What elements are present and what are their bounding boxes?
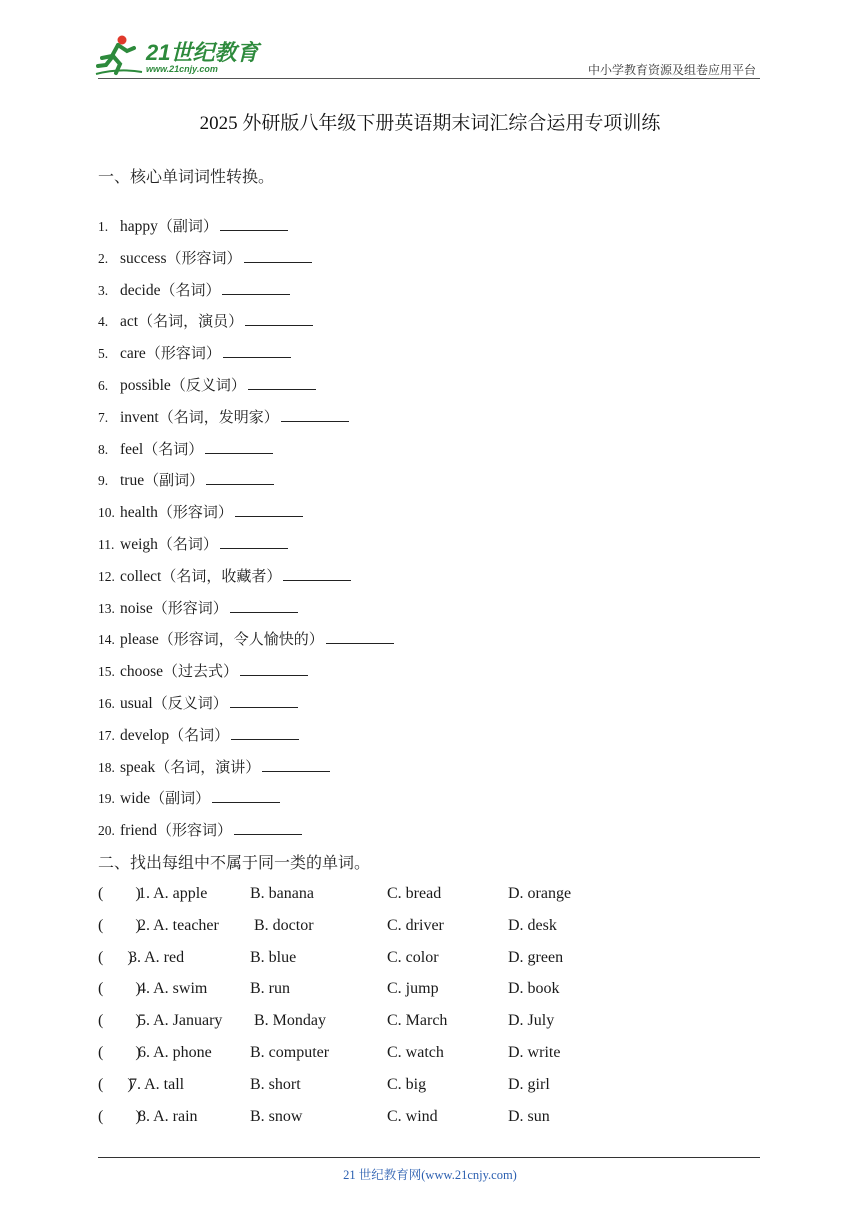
item-hint: （名词）: [143, 439, 204, 458]
option-b: B. blue: [250, 948, 297, 966]
item-word: friend: [120, 822, 158, 840]
option-d: D. book: [508, 980, 560, 998]
answer-blank[interactable]: [220, 216, 288, 231]
item-word: weigh: [120, 535, 158, 553]
item-hint: （形容词）: [157, 503, 233, 522]
item-number: 20.: [98, 823, 115, 839]
item-number: 3.: [98, 282, 109, 298]
item-word: happy: [120, 218, 158, 235]
logo-text: 21世纪教育: [146, 40, 259, 65]
item-word: develop: [120, 726, 170, 744]
item-number: 10.: [98, 505, 115, 521]
item-hint: （副词）: [157, 217, 218, 235]
answer-blank[interactable]: [230, 693, 298, 708]
answer-blank[interactable]: [245, 311, 313, 326]
item-hint: （副词）: [150, 789, 211, 808]
item-number: 19.: [98, 791, 115, 807]
list-item: [98, 403, 698, 435]
list-item: [98, 625, 698, 657]
item-hint: （反义词）: [152, 693, 228, 712]
item-number: 15.: [98, 664, 115, 680]
option-b: B. run: [250, 980, 290, 998]
list-item: [98, 689, 698, 721]
question-row: [98, 944, 738, 976]
item-word: wide: [120, 790, 151, 808]
answer-parentheses[interactable]: ( ): [98, 1075, 133, 1093]
item-number: 7.: [98, 409, 109, 425]
answer-blank[interactable]: [244, 248, 312, 263]
item-number: 11.: [98, 536, 115, 552]
item-word: noise: [120, 599, 153, 617]
item-word: success: [120, 249, 167, 267]
question-row: [98, 1071, 738, 1103]
list-item: [98, 244, 698, 276]
option-d: D. green: [508, 948, 564, 966]
item-hint: （形容词）: [166, 248, 242, 267]
list-item: [98, 466, 698, 498]
item-hint: （名词，发明家）: [158, 407, 279, 426]
section1-heading: 一、核心单词词性转换。: [98, 169, 275, 186]
answer-parentheses[interactable]: ( ): [98, 885, 141, 902]
option-c: C. color: [387, 948, 439, 966]
option-a: 8. A. rain: [138, 1107, 198, 1125]
option-d: D. write: [508, 1043, 561, 1061]
question-row: [98, 1039, 738, 1071]
question-row: [98, 1103, 738, 1135]
list-item: [98, 657, 698, 689]
option-a: 5. A. January: [138, 1012, 223, 1030]
item-number: 13.: [98, 600, 115, 616]
item-word: true: [120, 472, 145, 490]
list-item: [98, 276, 698, 308]
answer-parentheses[interactable]: ( ): [98, 916, 141, 934]
answer-blank[interactable]: [223, 343, 291, 358]
item-hint: （名词，演讲）: [155, 757, 261, 776]
option-b: B. snow: [250, 1107, 303, 1125]
question-row: [98, 975, 738, 1007]
option-a: 2. A. teacher: [138, 916, 219, 934]
item-hint: （形容词，令人愉快的）: [158, 630, 324, 649]
item-word: possible: [120, 376, 171, 394]
option-d: D. orange: [508, 885, 572, 902]
item-number: 6.: [98, 377, 109, 393]
word-conversion-list: [98, 212, 698, 848]
list-item: [98, 307, 698, 339]
item-hint: （形容词）: [157, 821, 233, 840]
list-item: [98, 594, 698, 626]
option-b: B. short: [250, 1075, 301, 1093]
option-c: C. big: [387, 1075, 427, 1093]
header-divider: [98, 78, 760, 79]
list-item: [98, 721, 698, 753]
item-hint: （副词）: [144, 471, 205, 490]
item-number: 2.: [98, 250, 109, 266]
item-number: 18.: [98, 759, 115, 775]
item-word: usual: [120, 694, 153, 712]
item-number: 1.: [98, 219, 109, 234]
site-logo[interactable]: [94, 34, 264, 78]
item-number: 16.: [98, 695, 115, 711]
option-a: 6. A. phone: [138, 1043, 212, 1061]
answer-parentheses[interactable]: ( ): [98, 1043, 141, 1061]
section2-heading: 二、找出每组中不属于同一类的单词。: [98, 855, 371, 872]
answer-blank[interactable]: [281, 407, 349, 422]
question-row: [98, 1007, 738, 1039]
running-figure-icon: [94, 34, 144, 76]
option-a: 1. A. apple: [138, 885, 208, 902]
option-a: 7. A. tall: [129, 1075, 185, 1093]
item-number: 5.: [98, 346, 109, 362]
question-row: [98, 880, 738, 912]
answer-blank[interactable]: [206, 470, 274, 485]
list-item: [98, 371, 698, 403]
list-item: [98, 784, 698, 816]
option-c: C. jump: [387, 980, 439, 998]
answer-blank[interactable]: [230, 598, 298, 613]
item-hint: （名词）: [169, 725, 230, 744]
option-c: C. watch: [387, 1043, 444, 1061]
answer-blank[interactable]: [212, 788, 280, 803]
item-word: care: [120, 345, 146, 363]
option-b: B. Monday: [250, 1012, 326, 1030]
option-d: D. desk: [508, 916, 557, 934]
item-number: 17.: [98, 727, 115, 743]
footer-divider: [98, 1157, 760, 1158]
item-hint: （名词）: [157, 534, 218, 553]
item-word: act: [120, 313, 139, 331]
item-word: feel: [120, 440, 144, 458]
option-b: B. banana: [250, 885, 314, 902]
option-c: C. March: [387, 1012, 448, 1030]
item-word: speak: [120, 758, 156, 776]
answer-blank[interactable]: [222, 280, 290, 295]
item-word: choose: [120, 663, 164, 681]
list-item: [98, 530, 698, 562]
item-word: health: [120, 504, 158, 522]
answer-blank[interactable]: [326, 629, 394, 644]
item-number: 14.: [98, 632, 115, 648]
answer-blank[interactable]: [283, 566, 351, 581]
answer-parentheses[interactable]: ( ): [98, 1012, 141, 1030]
item-hint: （反义词）: [170, 375, 246, 394]
answer-blank[interactable]: [231, 725, 299, 740]
item-hint: （名词，收藏者）: [161, 566, 282, 585]
option-a: 3. A. red: [129, 948, 185, 966]
list-item: [98, 212, 698, 244]
answer-blank[interactable]: [262, 757, 330, 772]
answer-blank[interactable]: [205, 439, 273, 454]
list-item: [98, 339, 698, 371]
option-d: D. girl: [508, 1075, 550, 1093]
option-a: 4. A. swim: [138, 980, 208, 998]
page-header: [0, 0, 860, 80]
item-hint: （形容词）: [145, 344, 221, 363]
item-hint: （过去式）: [163, 662, 239, 681]
answer-blank[interactable]: [240, 661, 308, 676]
list-item: [98, 562, 698, 594]
option-d: D. sun: [508, 1107, 550, 1125]
logo-url: www.21cnjy.com: [146, 64, 218, 74]
platform-tagline: 中小学教育资源及组卷应用平台: [587, 63, 756, 77]
item-word: decide: [120, 281, 161, 299]
list-item: [98, 753, 698, 785]
option-d: D. July: [508, 1012, 555, 1030]
item-hint: （形容词）: [152, 598, 228, 617]
question-row: [98, 912, 738, 944]
option-c: C. wind: [387, 1107, 438, 1125]
item-hint: （名词，演员）: [138, 312, 244, 331]
odd-one-out-list: [98, 880, 738, 1134]
option-c: C. bread: [387, 885, 442, 902]
document-title: 2025 外研版八年级下册英语期末词汇综合运用专项训练: [199, 113, 661, 134]
item-hint: （名词）: [160, 280, 221, 299]
answer-blank[interactable]: [234, 820, 302, 835]
answer-parentheses[interactable]: ( ): [98, 948, 133, 966]
item-number: 4.: [98, 314, 109, 330]
footer-link[interactable]: 21 世纪教育网(www.21cnjy.com): [343, 1168, 517, 1182]
item-word: collect: [120, 567, 162, 585]
answer-blank[interactable]: [235, 502, 303, 517]
answer-parentheses[interactable]: ( ): [98, 1107, 141, 1125]
list-item: [98, 816, 698, 848]
answer-blank[interactable]: [220, 534, 288, 549]
item-word: please: [120, 631, 159, 649]
option-b: B. computer: [250, 1043, 330, 1061]
item-number: 9.: [98, 473, 109, 489]
option-b: B. doctor: [250, 916, 314, 934]
item-number: 12.: [98, 568, 115, 584]
item-word: invent: [120, 408, 159, 426]
list-item: [98, 435, 698, 467]
list-item: [98, 498, 698, 530]
answer-parentheses[interactable]: ( ): [98, 980, 141, 998]
item-number: 8.: [98, 441, 109, 457]
answer-blank[interactable]: [248, 375, 316, 390]
option-c: C. driver: [387, 916, 444, 934]
